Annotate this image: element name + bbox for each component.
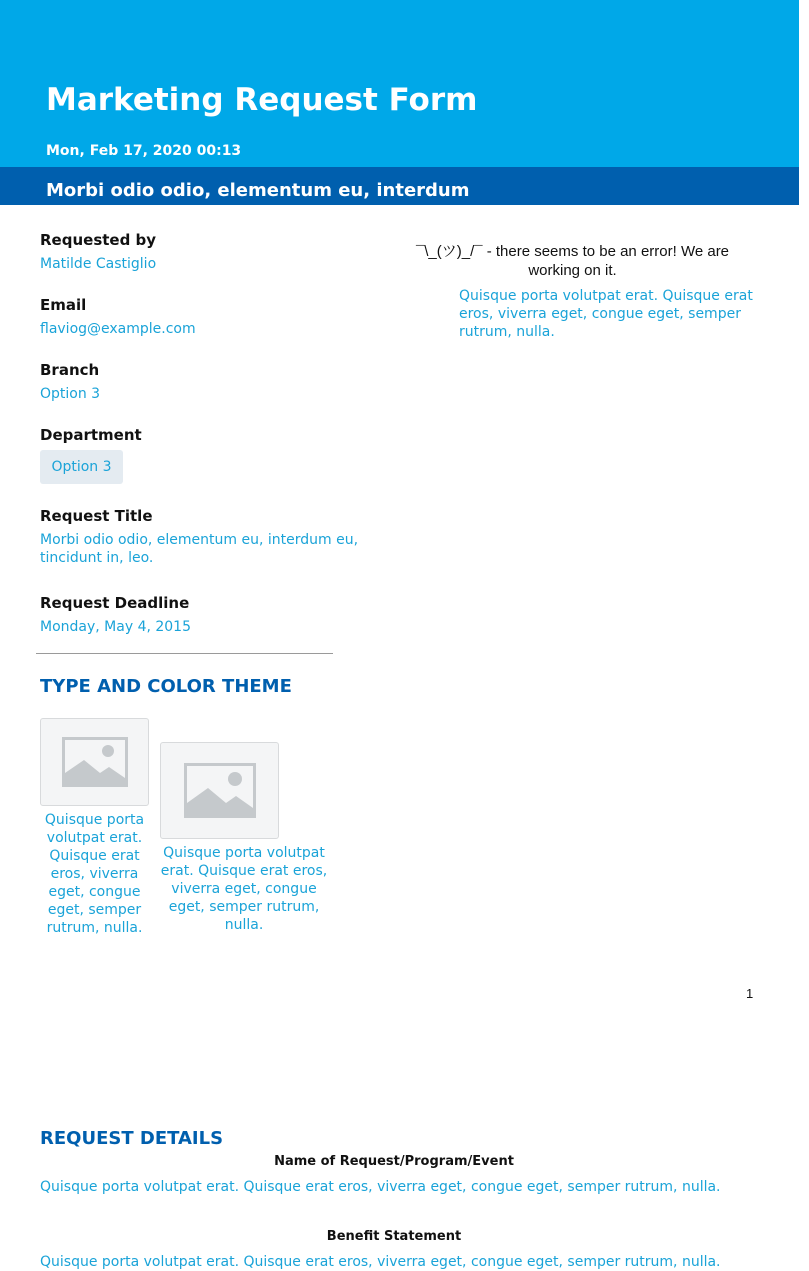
request-title-value: Morbi odio odio, elementum eu, interdum eu, tincidunt in, leo. xyxy=(40,532,359,566)
page-number: 1 xyxy=(746,986,754,1001)
theme-image-caption-2: Quisque porta volutpat erat. Quisque erat eros, viverra eget, congue eget, semper rutrum, nulla. xyxy=(160,845,328,933)
email-label: Email xyxy=(40,296,87,314)
type-color-theme-heading: TYPE AND COLOR THEME xyxy=(40,676,292,697)
branch-label: Branch xyxy=(40,361,100,379)
request-title-label: Request Title xyxy=(40,507,153,525)
error-quote: Quisque porta volutpat erat. Quisque erat eros, viverra eget, congue eget, semper rutrum, nulla. xyxy=(459,288,753,340)
requested-by-label: Requested by xyxy=(40,231,157,249)
error-message: ¯\_(ツ)_/¯ - there seems to be an error! We are working on it. xyxy=(415,243,730,279)
department-chip: Option 3 xyxy=(40,450,123,484)
image-placeholder-icon xyxy=(184,763,256,818)
theme-image-card-1 xyxy=(40,718,149,806)
page-title: Marketing Request Form xyxy=(46,82,478,118)
request-name-value: Quisque porta volutpat erat. Quisque erat eros, viverra eget, congue eget, semper rutrum, nulla. xyxy=(40,1179,721,1195)
header-date: Mon, Feb 17, 2020 00:13 xyxy=(46,143,242,159)
benefit-statement-label: Benefit Statement xyxy=(326,1229,462,1244)
header-subtitle: Morbi odio odio, elementum eu, interdum xyxy=(46,180,470,201)
theme-image-card-2 xyxy=(160,742,279,839)
branch-value: Option 3 xyxy=(40,386,101,402)
theme-image-caption-1: Quisque porta volutpat erat. Quisque erat eros, viverra eget, congue eget, semper rutrum, nulla. xyxy=(44,812,145,936)
request-details-heading: REQUEST DETAILS xyxy=(40,1128,224,1149)
benefit-statement-value: Quisque porta volutpat erat. Quisque erat eros, viverra eget, congue eget, semper rutrum, nulla. xyxy=(40,1254,721,1270)
section-divider xyxy=(36,653,333,654)
image-placeholder-icon xyxy=(62,737,128,787)
email-value: flaviog@example.com xyxy=(40,321,196,337)
request-name-label: Name of Request/Program/Event xyxy=(274,1154,514,1169)
requested-by-value: Matilde Castiglio xyxy=(40,256,157,272)
request-deadline-value: Monday, May 4, 2015 xyxy=(40,619,191,635)
department-label: Department xyxy=(40,426,142,444)
request-deadline-label: Request Deadline xyxy=(40,594,190,612)
